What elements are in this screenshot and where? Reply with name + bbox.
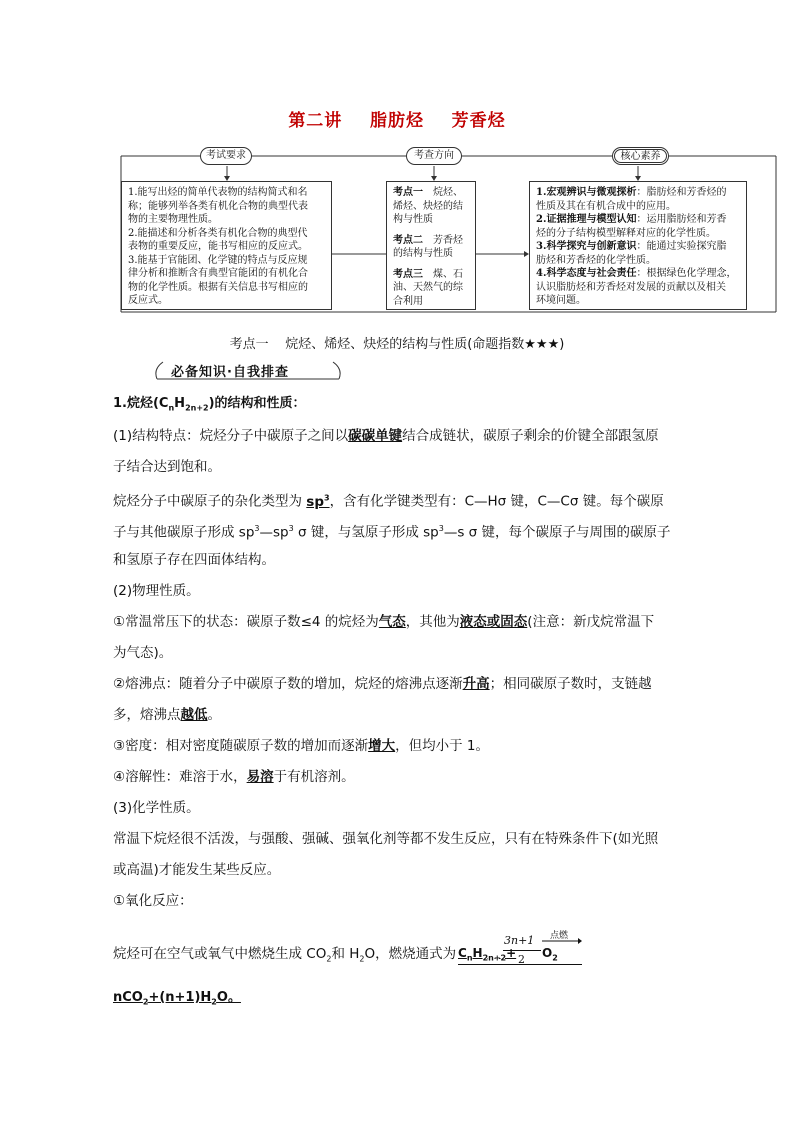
req-line: 物的主要物理性质。 bbox=[128, 214, 218, 225]
paragraph: 和氢原子存在四面体结构。 bbox=[113, 552, 275, 568]
comp-line: 4.科学态度与社会责任：根据绿色化学理念， bbox=[536, 268, 737, 279]
page-title: 第二讲 脂肪烃 芳香烃 bbox=[288, 111, 506, 131]
eq-underline bbox=[458, 964, 582, 965]
topic-1: 考点一 烷烃、 bbox=[393, 187, 463, 198]
req-line: 表物的重要反应，能书写相应的反应式。 bbox=[128, 241, 308, 252]
topic-3: 考点三 煤、石 bbox=[393, 268, 463, 280]
topic-1-line: 烯烃、炔烃的结 bbox=[393, 200, 463, 212]
comp-line: 2.证据推理与模型认知：运用脂肪烃和芳香 bbox=[536, 214, 727, 225]
comp-line: 肪烃和芳香烃的化学性质。 bbox=[536, 254, 656, 266]
eq-fraction-numerator: 3n+1 bbox=[504, 934, 535, 947]
req-line: 2.能描述和分析各类有机化合物的典型代 bbox=[128, 227, 308, 239]
exam-requirements-pill: 考试要求 bbox=[200, 147, 252, 165]
paragraph: (1)结构特点：烷烃分子中碳原子之间以碳碳单键结合成链状，碳原子剩余的价键全部跟氢原 bbox=[113, 428, 659, 444]
topic-1-line: 构与性质 bbox=[393, 214, 433, 225]
eq-oxygen: $O_2$ bbox=[542, 946, 558, 963]
req-line: 1.能写出烃的简单代表物的结构简式和名 bbox=[128, 187, 308, 198]
topic-3-line: 油、天然气的综 bbox=[393, 282, 463, 293]
req-line: 3.能基于官能团、化学键的特点与反应规 bbox=[128, 254, 308, 266]
paragraph: ②熔沸点：随着分子中碳原子数的增加，烷烃的熔沸点逐渐升高；相同碳原子数时，支链越 bbox=[113, 676, 652, 692]
comp-line: 环境问题。 bbox=[536, 295, 586, 306]
eq-arrow bbox=[542, 937, 582, 945]
paragraph: ④溶解性：难溶于水，易溶于有机溶剂。 bbox=[113, 769, 355, 785]
paragraph: (2)物理性质。 bbox=[113, 583, 200, 599]
topic-3-line: 合利用 bbox=[393, 295, 423, 307]
exam-direction-pill: 考查方向 bbox=[406, 147, 462, 165]
combustion-equation bbox=[458, 928, 582, 968]
core-competence-pill: 核心素养 bbox=[612, 147, 669, 165]
paragraph: 为气态)。 bbox=[113, 645, 173, 661]
paragraph: ①常温常压下的状态：碳原子数≤4 的烷烃为气态，其他为液态或固态(注意：新戊烷常温下 bbox=[113, 614, 655, 630]
paragraph: 烷烃分子中碳原子的杂化类型为 $sp^3$，含有化学键类型有：C—Hσ 键，C—Cσ 键。每个碳原 bbox=[113, 493, 664, 510]
paragraph: ③密度：相对密度随碳原子数的增加而逐渐增大，但均小于 1。 bbox=[113, 738, 489, 754]
comp-line: 认识脂肪烃和芳香烃对发展的贡献以及相关 bbox=[536, 281, 726, 293]
comp-line: 烃的分子结构模型解释对应的化学性质。 bbox=[536, 227, 716, 239]
competence-box bbox=[529, 181, 747, 310]
paragraph: 子结合达到饱和。 bbox=[113, 459, 221, 475]
req-line: 律分析和推断含有典型官能团的有机化合 bbox=[128, 268, 308, 279]
paragraph: ①氧化反应： bbox=[113, 893, 193, 909]
topic-2-line: 的结构与性质 bbox=[393, 248, 453, 259]
topics-box bbox=[386, 181, 476, 310]
req-line: 反应式。 bbox=[128, 295, 168, 306]
heading-alkanes: 1.烷烃$(C_nH_{2n+2})$的结构和性质： bbox=[113, 396, 306, 413]
eq-fraction-denominator: 2 bbox=[518, 953, 525, 966]
paragraph: 烷烃可在空气或氧气中燃烧生成 $CO_2$和 $H_2O$，燃烧通式为 bbox=[113, 946, 457, 964]
eq-condition: 点燃 bbox=[550, 931, 569, 941]
equation-products: $nCO_2+(n+1)H_2O$。 bbox=[113, 990, 241, 1007]
topic-2: 考点二 芳香烃 bbox=[393, 234, 463, 246]
comp-line: 性质及其在有机合成中的应用。 bbox=[536, 200, 676, 212]
paragraph: 或高温)才能发生某些反应。 bbox=[113, 862, 281, 878]
req-line: 称；能够列举各类有机化合物的典型代表 bbox=[128, 200, 308, 212]
req-line: 物的化学性质。根据有关信息书写相应的 bbox=[128, 281, 308, 293]
paragraph: 子与其他碳原子形成 $sp^3—sp^3$ σ 键，与氢原子形成 $sp^3—s$ σ 键，每个碳原子与周围的碳原子 bbox=[113, 524, 671, 541]
requirements-box bbox=[121, 181, 332, 310]
paragraph: 多，熔沸点越低。 bbox=[113, 707, 221, 723]
comp-line: 3.科学探究与创新意识：能通过实验探究脂 bbox=[536, 241, 727, 252]
paragraph: (3)化学性质。 bbox=[113, 800, 200, 816]
comp-line: 1.宏观辨识与微观探析：脂肪烃和芳香烃的 bbox=[536, 187, 727, 198]
paragraph: 常温下烷烃很不活泼，与强酸、强碱、强氧化剂等都不发生反应，只有在特殊条件下(如光照 bbox=[113, 831, 659, 847]
eq-fraction-bar bbox=[503, 950, 541, 951]
section-heading: 考点一 烷烃、烯烃、炔烃的结构与性质(命题指数★★★) bbox=[229, 337, 565, 352]
eq-alkane: $C_nH_{2n+2}+$ bbox=[458, 946, 517, 963]
section-banner: 必备知识·自我排查 bbox=[153, 358, 339, 380]
